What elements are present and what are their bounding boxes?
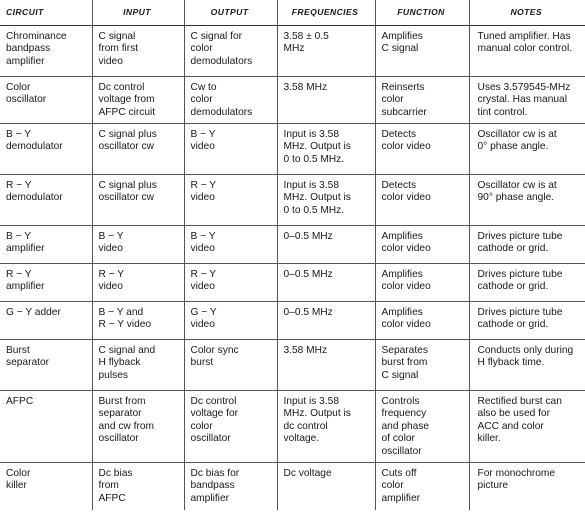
- cell-circuit: G − Y adder: [0, 301, 92, 339]
- cell-circuit: R − Y demodulator: [0, 174, 92, 225]
- cell-notes: Uses 3.579545-MHz crystal. Has manual tint control.: [469, 76, 585, 123]
- cell-output: Cw to color demodulators: [184, 76, 277, 123]
- cell-circuit: B − Y amplifier: [0, 225, 92, 263]
- cell-notes: Oscillator cw is at 90° phase angle.: [469, 174, 585, 225]
- header-circuit: CIRCUIT: [0, 0, 92, 25]
- cell-frequencies: 3.58 ± 0.5 MHz: [277, 25, 375, 76]
- cell-function: Controls frequency and phase of color oscillator: [375, 390, 469, 462]
- cell-function: Amplifies color video: [375, 301, 469, 339]
- cell-notes: Drives picture tube cathode or grid.: [469, 225, 585, 263]
- header-function: FUNCTION: [375, 0, 469, 25]
- cell-notes: Tuned amplifier. Has manual color control.: [469, 25, 585, 76]
- table-row: [0, 339, 585, 390]
- cell-frequencies: Input is 3.58 MHz. Output is 0 to 0.5 MHz.: [277, 123, 375, 174]
- table-row: [0, 174, 585, 225]
- cell-input: C signal from first video: [92, 25, 184, 76]
- table-row: [0, 76, 585, 123]
- cell-frequencies: Input is 3.58 MHz. Output is dc control voltage.: [277, 390, 375, 462]
- cell-notes: Drives picture tube cathode or grid.: [469, 263, 585, 301]
- cell-circuit: B − Y demodulator: [0, 123, 92, 174]
- cell-circuit: Chrominance bandpass amplifier: [0, 25, 92, 76]
- cell-frequencies: 3.58 MHz: [277, 339, 375, 390]
- header-output: OUTPUT: [184, 0, 277, 25]
- cell-notes: Rectified burst can also be used for ACC and color killer.: [469, 390, 585, 462]
- header-row: [0, 0, 585, 25]
- cell-frequencies: 3.58 MHz: [277, 76, 375, 123]
- table-row: [0, 25, 585, 76]
- table-row: [0, 462, 585, 510]
- cell-output: R − Y video: [184, 263, 277, 301]
- cell-input: Dc control voltage from AFPC circuit: [92, 76, 184, 123]
- header-input: INPUT: [92, 0, 184, 25]
- table-row: [0, 263, 585, 301]
- cell-notes: For monochrome picture: [469, 462, 585, 510]
- cell-frequencies: 0–0.5 MHz: [277, 263, 375, 301]
- cell-function: Detects color video: [375, 174, 469, 225]
- cell-function: Amplifies color video: [375, 225, 469, 263]
- cell-output: G − Y video: [184, 301, 277, 339]
- cell-frequencies: 0–0.5 MHz: [277, 225, 375, 263]
- cell-function: Amplifies color video: [375, 263, 469, 301]
- cell-input: B − Y video: [92, 225, 184, 263]
- cell-circuit: R − Y amplifier: [0, 263, 92, 301]
- cell-frequencies: Dc voltage: [277, 462, 375, 510]
- cell-function: Reinserts color subcarrier: [375, 76, 469, 123]
- table-row: [0, 301, 585, 339]
- header-frequencies: FREQUENCIES: [277, 0, 375, 25]
- cell-output: B − Y video: [184, 123, 277, 174]
- cell-input: C signal plus oscillator cw: [92, 123, 184, 174]
- cell-notes: Oscillator cw is at 0° phase angle.: [469, 123, 585, 174]
- cell-input: C signal plus oscillator cw: [92, 174, 184, 225]
- cell-output: B − Y video: [184, 225, 277, 263]
- cell-function: Amplifies C signal: [375, 25, 469, 76]
- cell-function: Cuts off color amplifier: [375, 462, 469, 510]
- cell-notes: Drives picture tube cathode or grid.: [469, 301, 585, 339]
- cell-circuit: Burst separator: [0, 339, 92, 390]
- cell-input: Dc bias from AFPC: [92, 462, 184, 510]
- table-row: [0, 123, 585, 174]
- cell-frequencies: 0–0.5 MHz: [277, 301, 375, 339]
- cell-circuit: Color oscillator: [0, 76, 92, 123]
- cell-input: C signal and H flyback pulses: [92, 339, 184, 390]
- cell-output: R − Y video: [184, 174, 277, 225]
- cell-output: C signal for color demodulators: [184, 25, 277, 76]
- cell-function: Detects color video: [375, 123, 469, 174]
- cell-notes: Conducts only during H flyback time.: [469, 339, 585, 390]
- table-row: [0, 225, 585, 263]
- cell-output: Dc bias for bandpass amplifier: [184, 462, 277, 510]
- cell-output: Color sync burst: [184, 339, 277, 390]
- cell-circuit: Color killer: [6, 467, 31, 492]
- cell-frequencies: Input is 3.58 MHz. Output is 0 to 0.5 MHz.: [277, 174, 375, 225]
- table-row: [0, 390, 585, 462]
- cell-input: Burst from separator and cw from oscillator: [92, 390, 184, 462]
- cell-function: Separates burst from C signal: [375, 339, 469, 390]
- cell-circuit: AFPC: [0, 390, 92, 462]
- cell-input: B − Y and R − Y video: [92, 301, 184, 339]
- cell-input: R − Y video: [92, 263, 184, 301]
- header-notes: NOTES: [469, 0, 585, 25]
- cell-output: Dc control voltage for color oscillator: [184, 390, 277, 462]
